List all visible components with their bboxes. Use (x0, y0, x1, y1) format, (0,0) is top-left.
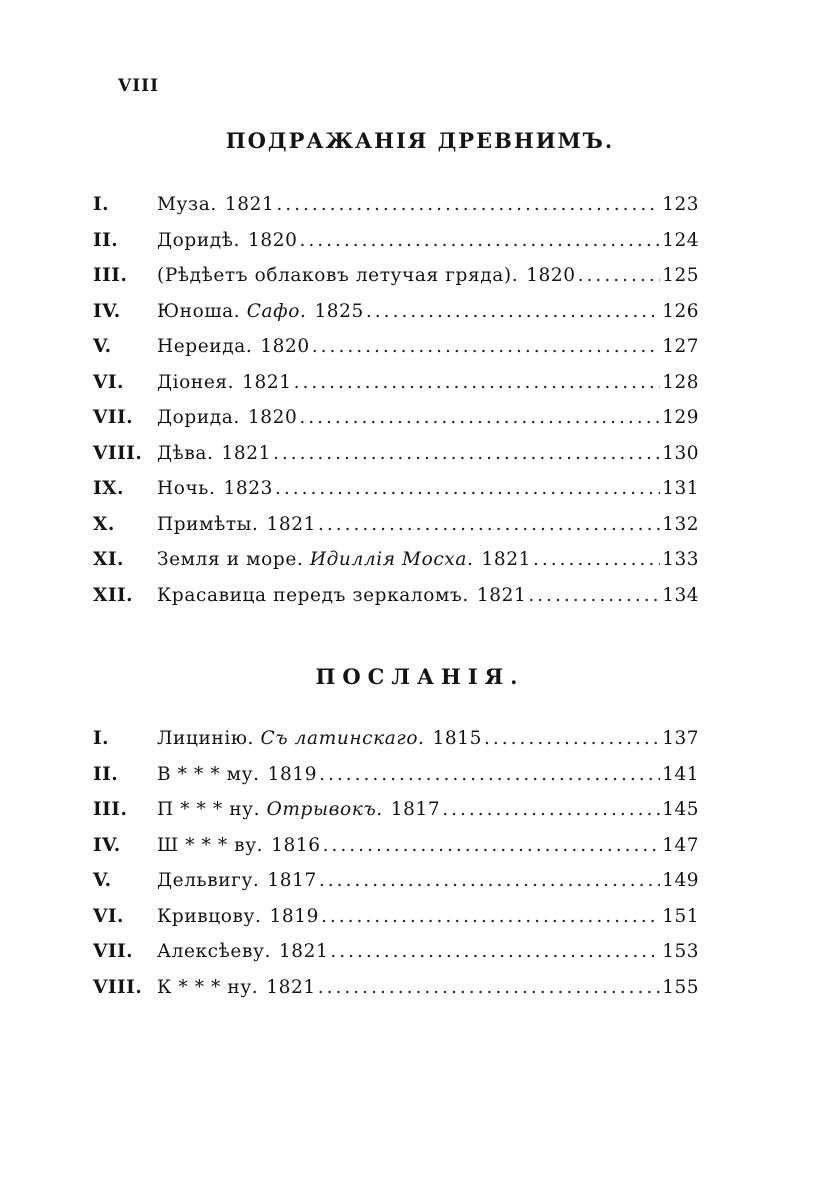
toc-entry-page: 132 (662, 513, 699, 535)
toc-entry-title-text: Діонея. (157, 371, 235, 393)
toc-entry-title-text: Земля и море. (157, 549, 304, 570)
toc-entry-year: 1817 (390, 799, 441, 820)
toc-entry-title-text: Лицинію. (157, 728, 255, 749)
dot-leader (275, 478, 660, 499)
toc-entry-title (157, 514, 259, 535)
toc-entry-title (157, 443, 214, 464)
toc-entry-page: 155 (662, 976, 699, 998)
toc-entry-title (157, 372, 234, 393)
dot-leader (294, 372, 661, 393)
toc-entry-title (157, 728, 425, 749)
toc-entry-title (157, 799, 383, 820)
dot-leader (323, 835, 661, 856)
toc-entry (93, 336, 699, 372)
toc-entry-title-text: К * * * ну. (157, 976, 259, 998)
toc-entry-title (157, 585, 469, 606)
dot-leader (484, 728, 660, 749)
dot-leader (299, 407, 660, 428)
toc-entry-title-text: Дѣва. (157, 442, 214, 464)
toc-entry-title-text: Муза. (157, 194, 217, 215)
toc-entry-year: 1821 (242, 371, 292, 393)
toc-entry-year: 1820 (247, 407, 298, 428)
toc-entry (93, 941, 699, 977)
toc-entry-year: 1820 (526, 265, 576, 286)
toc-entry-page: 149 (662, 870, 699, 891)
dot-leader (276, 194, 660, 215)
toc-entry (93, 764, 699, 800)
toc-entry (93, 977, 699, 1013)
toc-entry-year: 1821 (476, 584, 527, 606)
dot-leader (528, 585, 660, 606)
toc-entry-title (157, 336, 252, 357)
toc-entry-title-text: Примѣты. (157, 513, 259, 535)
toc-entry-year: 1821 (481, 549, 531, 570)
toc-entry-title-text: Юноша. (157, 300, 241, 322)
toc-entry-title-text: Ш * * * ву. (157, 834, 264, 856)
toc-entry-title-text: П * * * ну. (157, 799, 261, 820)
toc-entry-number: III. (93, 799, 128, 820)
toc-entry-page: 123 (662, 194, 699, 215)
toc-entry-title (157, 835, 263, 856)
toc-entry-year: 1821 (278, 941, 329, 962)
toc-entry-page: 153 (662, 941, 699, 962)
toc-entry-title (157, 478, 215, 499)
toc-entry-year: 1821 (266, 976, 316, 998)
toc-entry-year: 1815 (432, 728, 483, 749)
toc-entry (93, 443, 699, 479)
toc-entry-title (157, 407, 240, 428)
section-title-epistles: ПОСЛАНІЯ. (315, 664, 525, 689)
toc-entry (93, 585, 699, 621)
toc-entry (93, 372, 699, 408)
toc-entry-title (157, 870, 259, 891)
toc-entry-title-text: Доридѣ. (157, 229, 240, 251)
toc-entry (93, 194, 699, 230)
toc-entry-page: 145 (662, 799, 699, 820)
toc-entry-page: 141 (662, 763, 699, 785)
toc-entry-number: VIII. (93, 976, 143, 998)
toc-entry-number: IX. (93, 478, 124, 499)
toc-entry-page: 134 (662, 584, 699, 606)
toc-entry-page: 129 (662, 407, 699, 428)
toc-entry-page: 125 (662, 265, 699, 286)
toc-entry-page: 128 (662, 371, 699, 393)
dot-leader (318, 514, 660, 535)
toc-entry-number: VI. (93, 905, 124, 927)
toc-entry-title (157, 941, 271, 962)
dot-leader (366, 301, 660, 322)
toc-entry-year: 1816 (271, 834, 321, 856)
toc-entry-title (157, 265, 518, 286)
toc-entry-number: III. (93, 265, 128, 286)
toc-entry-number: VII. (93, 941, 134, 962)
toc-entry-number: I. (93, 728, 110, 749)
toc-entry (93, 301, 699, 337)
dot-leader (319, 870, 660, 891)
page-number: VIII (118, 76, 160, 96)
dot-leader (533, 549, 660, 570)
toc-entry-title (157, 906, 262, 927)
toc-entry-title-text: Алексѣеву. (157, 941, 271, 962)
toc-entry-year: 1825 (314, 300, 364, 322)
toc-entry-subtitle: Съ латинскаго. (260, 728, 425, 749)
toc-entry-title-text: Ночь. (157, 478, 216, 499)
toc-entry-page: 151 (662, 905, 699, 927)
toc-entry-page: 127 (662, 336, 699, 357)
toc-list-imitations (93, 194, 699, 620)
toc-entry-page: 147 (662, 834, 699, 856)
toc-entry-year: 1821 (266, 513, 316, 535)
toc-entry-title-text: Красавица передъ зеркаломъ. (157, 584, 469, 606)
toc-entry (93, 478, 699, 514)
toc-entry-title (157, 764, 260, 785)
toc-entry-page: 133 (662, 549, 699, 570)
toc-entry-title (157, 301, 306, 322)
dot-leader (318, 977, 660, 998)
toc-entry-subtitle: Сафо. (246, 300, 307, 322)
toc-entry (93, 265, 699, 301)
toc-entry-year: 1820 (260, 336, 310, 357)
toc-entry-page: 130 (662, 442, 699, 464)
toc-entry-number: XI. (93, 549, 124, 570)
toc-entry-title (157, 549, 473, 570)
toc-entry (93, 906, 699, 942)
toc-entry-title-text: В * * * му. (157, 763, 260, 785)
toc-entry-year: 1823 (223, 478, 273, 499)
toc-entry-number: V. (93, 870, 112, 891)
dot-leader (330, 941, 660, 962)
toc-entry-year: 1821 (224, 194, 275, 215)
toc-entry-number: IV. (93, 300, 121, 322)
toc-entry-title-text: Нереида. (157, 336, 253, 357)
toc-entry (93, 514, 699, 550)
dot-leader (312, 336, 660, 357)
toc-entry-number: I. (93, 194, 110, 215)
toc-entry-number: X. (93, 513, 115, 535)
toc-entry-title-text: Дорида. (157, 407, 240, 428)
toc-entry (93, 799, 699, 835)
toc-entry (93, 549, 699, 585)
toc-entry-number: VII. (93, 407, 134, 428)
section-title-imitations: ПОДРАЖАНІЯ ДРЕВНИМЪ. (225, 128, 615, 153)
dot-leader (321, 906, 660, 927)
toc-entry (93, 407, 699, 443)
toc-entry-title-text: Кривцову. (157, 905, 262, 927)
toc-entry-number: II. (93, 229, 119, 251)
toc-entry-page: 124 (662, 229, 699, 251)
toc-entry-year: 1819 (267, 763, 318, 785)
toc-entry-page: 137 (662, 728, 699, 749)
toc-entry (93, 835, 699, 871)
toc-entry (93, 728, 699, 764)
toc-entry-number: II. (93, 763, 119, 785)
toc-entry-year: 1820 (247, 229, 298, 251)
toc-entry (93, 230, 699, 266)
toc-list-epistles (93, 728, 699, 1012)
toc-entry-number: XII. (93, 584, 134, 606)
toc-entry-title-text: (Рѣдѣетъ облаковъ летучая гряда). (157, 265, 519, 286)
toc-entry (93, 870, 699, 906)
toc-entry-number: V. (93, 336, 112, 357)
toc-entry-number: VI. (93, 371, 124, 393)
toc-entry-year: 1821 (221, 442, 272, 464)
toc-entry-number: IV. (93, 834, 121, 856)
dot-leader (578, 265, 661, 286)
dot-leader (299, 230, 660, 251)
toc-entry-title (157, 977, 258, 998)
toc-entry-subtitle: Отрывокъ. (266, 799, 383, 820)
dot-leader (442, 799, 660, 820)
dot-leader (319, 764, 660, 785)
toc-entry-page: 126 (662, 300, 699, 322)
toc-entry-title (157, 230, 240, 251)
toc-entry-title (157, 194, 217, 215)
toc-entry-number: VIII. (93, 442, 143, 464)
toc-entry-title-text: Дельвигу. (157, 870, 260, 891)
toc-entry-year: 1817 (267, 870, 317, 891)
toc-entry-year: 1819 (269, 905, 320, 927)
dot-leader (273, 443, 660, 464)
toc-entry-subtitle: Идиллія Мосха. (309, 549, 474, 570)
toc-entry-page: 131 (662, 478, 699, 499)
